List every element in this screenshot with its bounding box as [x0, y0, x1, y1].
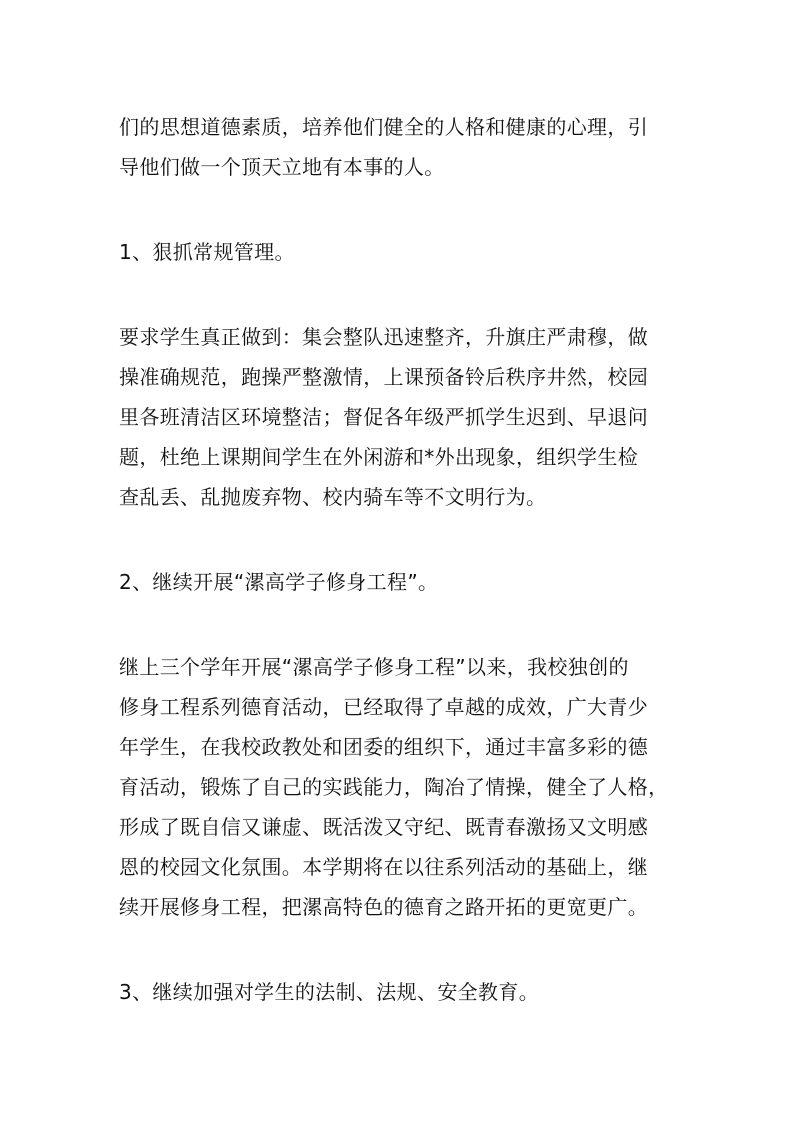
paragraph-3-line-2: 操准确规范，跑操严整激情，上课预备铃后秩序井然，校园: [119, 365, 649, 389]
paragraph-5-line-7: 续开展修身工程，把漯高特色的德育之路开拓的更宽更广。: [119, 895, 649, 919]
paragraph-3-line-1: 要求学生真正做到：集会整队迅速整齐，升旗庄严肃穆，做: [119, 325, 649, 349]
paragraph-5-line-5: 形成了既自信又谦虚、既活泼又守纪、既青春激扬又文明感: [119, 815, 649, 839]
paragraph-3-line-5: 查乱丢、乱抛废弃物、校内骑车等不文明行为。: [119, 485, 547, 509]
paragraph-5-line-3: 年学生，在我校政教处和团委的组织下，通过丰富多彩的德: [119, 735, 649, 759]
paragraph-5-line-1: 继上三个学年开展“漯高学子修身工程”以来，我校独创的: [119, 655, 629, 679]
paragraph-5-line-6: 恩的校园文化氛围。本学期将在以往系列活动的基础上，继: [119, 855, 649, 879]
section-heading-2: 2、继续开展“漯高学子修身工程”。: [119, 570, 439, 594]
section-heading-3: 3、继续加强对学生的法制、法规、安全教育。: [119, 980, 540, 1004]
paragraph-1-line-2: 导他们做一个顶天立地有本事的人。: [119, 155, 445, 179]
paragraph-5-line-4: 育活动，锻炼了自己的实践能力，陶冶了情操，健全了人格，: [119, 775, 669, 799]
paragraph-1-line-1: 们的思想道德素质，培养他们健全的人格和健康的心理，引: [119, 115, 649, 139]
paragraph-5-line-2: 修身工程系列德育活动，已经取得了卓越的成效，广大青少: [119, 695, 649, 719]
paragraph-3-line-4: 题，杜绝上课期间学生在外闲游和*外出现象，组织学生检: [119, 445, 639, 469]
paragraph-3-line-3: 里各班清洁区环境整洁；督促各年级严抓学生迟到、早退问: [119, 405, 649, 429]
section-heading-1: 1、狠抓常规管理。: [119, 240, 295, 264]
